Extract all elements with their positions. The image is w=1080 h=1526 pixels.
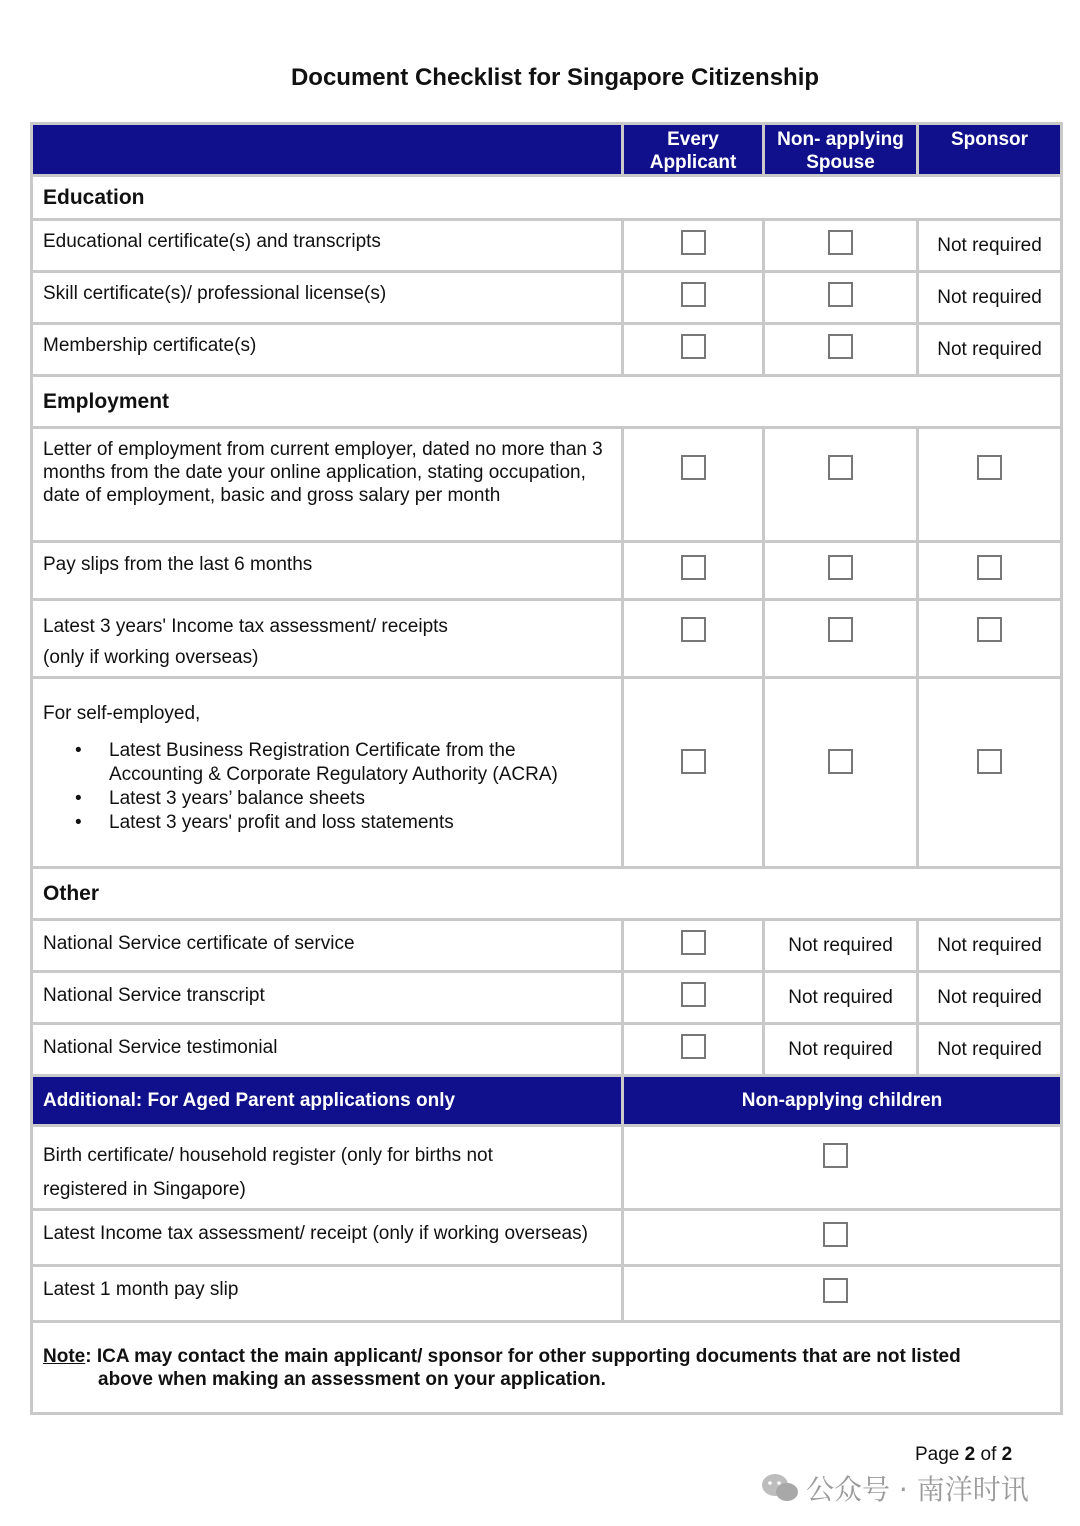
section-education xyxy=(32,176,1062,220)
table-row xyxy=(32,272,1062,324)
checkbox[interactable] xyxy=(828,230,853,255)
row-label: Birth certificate/ household register (only for births not xyxy=(43,1145,493,1166)
checkbox[interactable] xyxy=(977,749,1002,774)
header-row xyxy=(32,124,1062,176)
checkbox[interactable] xyxy=(681,617,706,642)
checkbox[interactable] xyxy=(681,230,706,255)
table-row xyxy=(32,542,1062,600)
table-row xyxy=(32,920,1062,972)
checkbox[interactable] xyxy=(823,1278,848,1303)
row-label: Latest Income tax assessment/ receipt (only if working overseas) xyxy=(32,1210,623,1266)
table-row xyxy=(32,428,1062,542)
list-item: • Latest Business Registration Certificate from the Accounting & Corporate Regulatory Authority (ACRA) xyxy=(109,739,611,787)
header-blank xyxy=(32,124,623,176)
not-required-text: Not required xyxy=(918,1024,1062,1076)
row-label-note: (only if working overseas) xyxy=(43,647,259,668)
row-label-cont: registered in Singapore) xyxy=(43,1179,246,1200)
table-row xyxy=(32,1210,1062,1266)
not-required-text: Not required xyxy=(918,272,1062,324)
checkbox[interactable] xyxy=(828,617,853,642)
table-row xyxy=(32,1126,1062,1210)
not-required-text: Not required xyxy=(764,920,918,972)
note-text-cont: above when making an assessment on your application. xyxy=(98,1368,606,1390)
col-spouse: Non- applying Spouse xyxy=(764,124,918,176)
section-title: Employment xyxy=(32,376,1062,428)
not-required-text: Not required xyxy=(918,920,1062,972)
list-item: • Latest 3 years’ balance sheets xyxy=(109,787,611,811)
table-row xyxy=(32,1024,1062,1076)
aged-parent-header: Additional: For Aged Parent applications only xyxy=(32,1076,623,1126)
checkbox[interactable] xyxy=(977,455,1002,480)
table-row xyxy=(32,220,1062,272)
not-required-text: Not required xyxy=(764,1024,918,1076)
row-label: National Service certificate of service xyxy=(32,920,623,972)
row-label: Latest 1 month pay slip xyxy=(32,1266,623,1322)
col-non-applying-children: Non-applying children xyxy=(623,1076,1062,1126)
note-lead: Note xyxy=(43,1345,86,1367)
row-label: Latest 3 years' Income tax assessment/ receipts xyxy=(43,616,448,637)
not-required-text: Not required xyxy=(764,972,918,1024)
table-row xyxy=(32,324,1062,376)
not-required-text: Not required xyxy=(918,324,1062,376)
not-required-text: Not required xyxy=(918,220,1062,272)
table-row xyxy=(32,972,1062,1024)
checkbox[interactable] xyxy=(977,617,1002,642)
checkbox[interactable] xyxy=(681,282,706,307)
row-label: Letter of employment from current employer, dated no more than 3 months from the date your online application, stating occupation, date of employment, basic and gross salary per month xyxy=(32,428,623,542)
checkbox[interactable] xyxy=(681,930,706,955)
bullet-list xyxy=(43,739,611,835)
row-label: Pay slips from the last 6 months xyxy=(32,542,623,600)
checkbox[interactable] xyxy=(681,982,706,1007)
row-label: National Service transcript xyxy=(32,972,623,1024)
watermark: 公众号 · 南洋时讯 xyxy=(760,1468,1029,1511)
table-row xyxy=(32,678,1062,868)
note-row xyxy=(32,1322,1062,1414)
checkbox[interactable] xyxy=(681,1034,706,1059)
not-required-text: Not required xyxy=(918,972,1062,1024)
checkbox[interactable] xyxy=(977,555,1002,580)
list-item: • Latest 3 years' profit and loss statements xyxy=(109,811,611,835)
table-row xyxy=(32,600,1062,678)
row-label: For self-employed, xyxy=(43,703,201,724)
checkbox[interactable] xyxy=(681,455,706,480)
table-row xyxy=(32,1266,1062,1322)
checkbox[interactable] xyxy=(823,1222,848,1247)
col-sponsor: Sponsor xyxy=(918,124,1062,176)
checkbox[interactable] xyxy=(828,282,853,307)
note-text: Note: ICA may contact the main applicant/ sponsor for other supporting documents that are not listed xyxy=(43,1345,961,1367)
checkbox[interactable] xyxy=(828,555,853,580)
wechat-icon xyxy=(760,1472,800,1511)
checkbox[interactable] xyxy=(681,555,706,580)
checkbox[interactable] xyxy=(828,455,853,480)
row-label: Educational certificate(s) and transcripts xyxy=(32,220,623,272)
page-title: Document Checklist for Singapore Citizenship xyxy=(290,64,820,91)
section-title: Other xyxy=(32,868,1062,920)
aged-parent-header-row xyxy=(32,1076,1062,1126)
checkbox[interactable] xyxy=(828,749,853,774)
checkbox[interactable] xyxy=(681,334,706,359)
row-label: National Service testimonial xyxy=(32,1024,623,1076)
page-number: Page 2 of 2 xyxy=(915,1444,1013,1465)
checkbox[interactable] xyxy=(828,334,853,359)
checkbox[interactable] xyxy=(681,749,706,774)
checklist-table xyxy=(30,122,1063,1415)
row-label: Membership certificate(s) xyxy=(32,324,623,376)
section-other xyxy=(32,868,1062,920)
row-label: Skill certificate(s)/ professional license(s) xyxy=(32,272,623,324)
checkbox[interactable] xyxy=(823,1143,848,1168)
section-employment xyxy=(32,376,1062,428)
section-title: Education xyxy=(32,176,1062,220)
col-every-applicant: Every Applicant xyxy=(623,124,764,176)
